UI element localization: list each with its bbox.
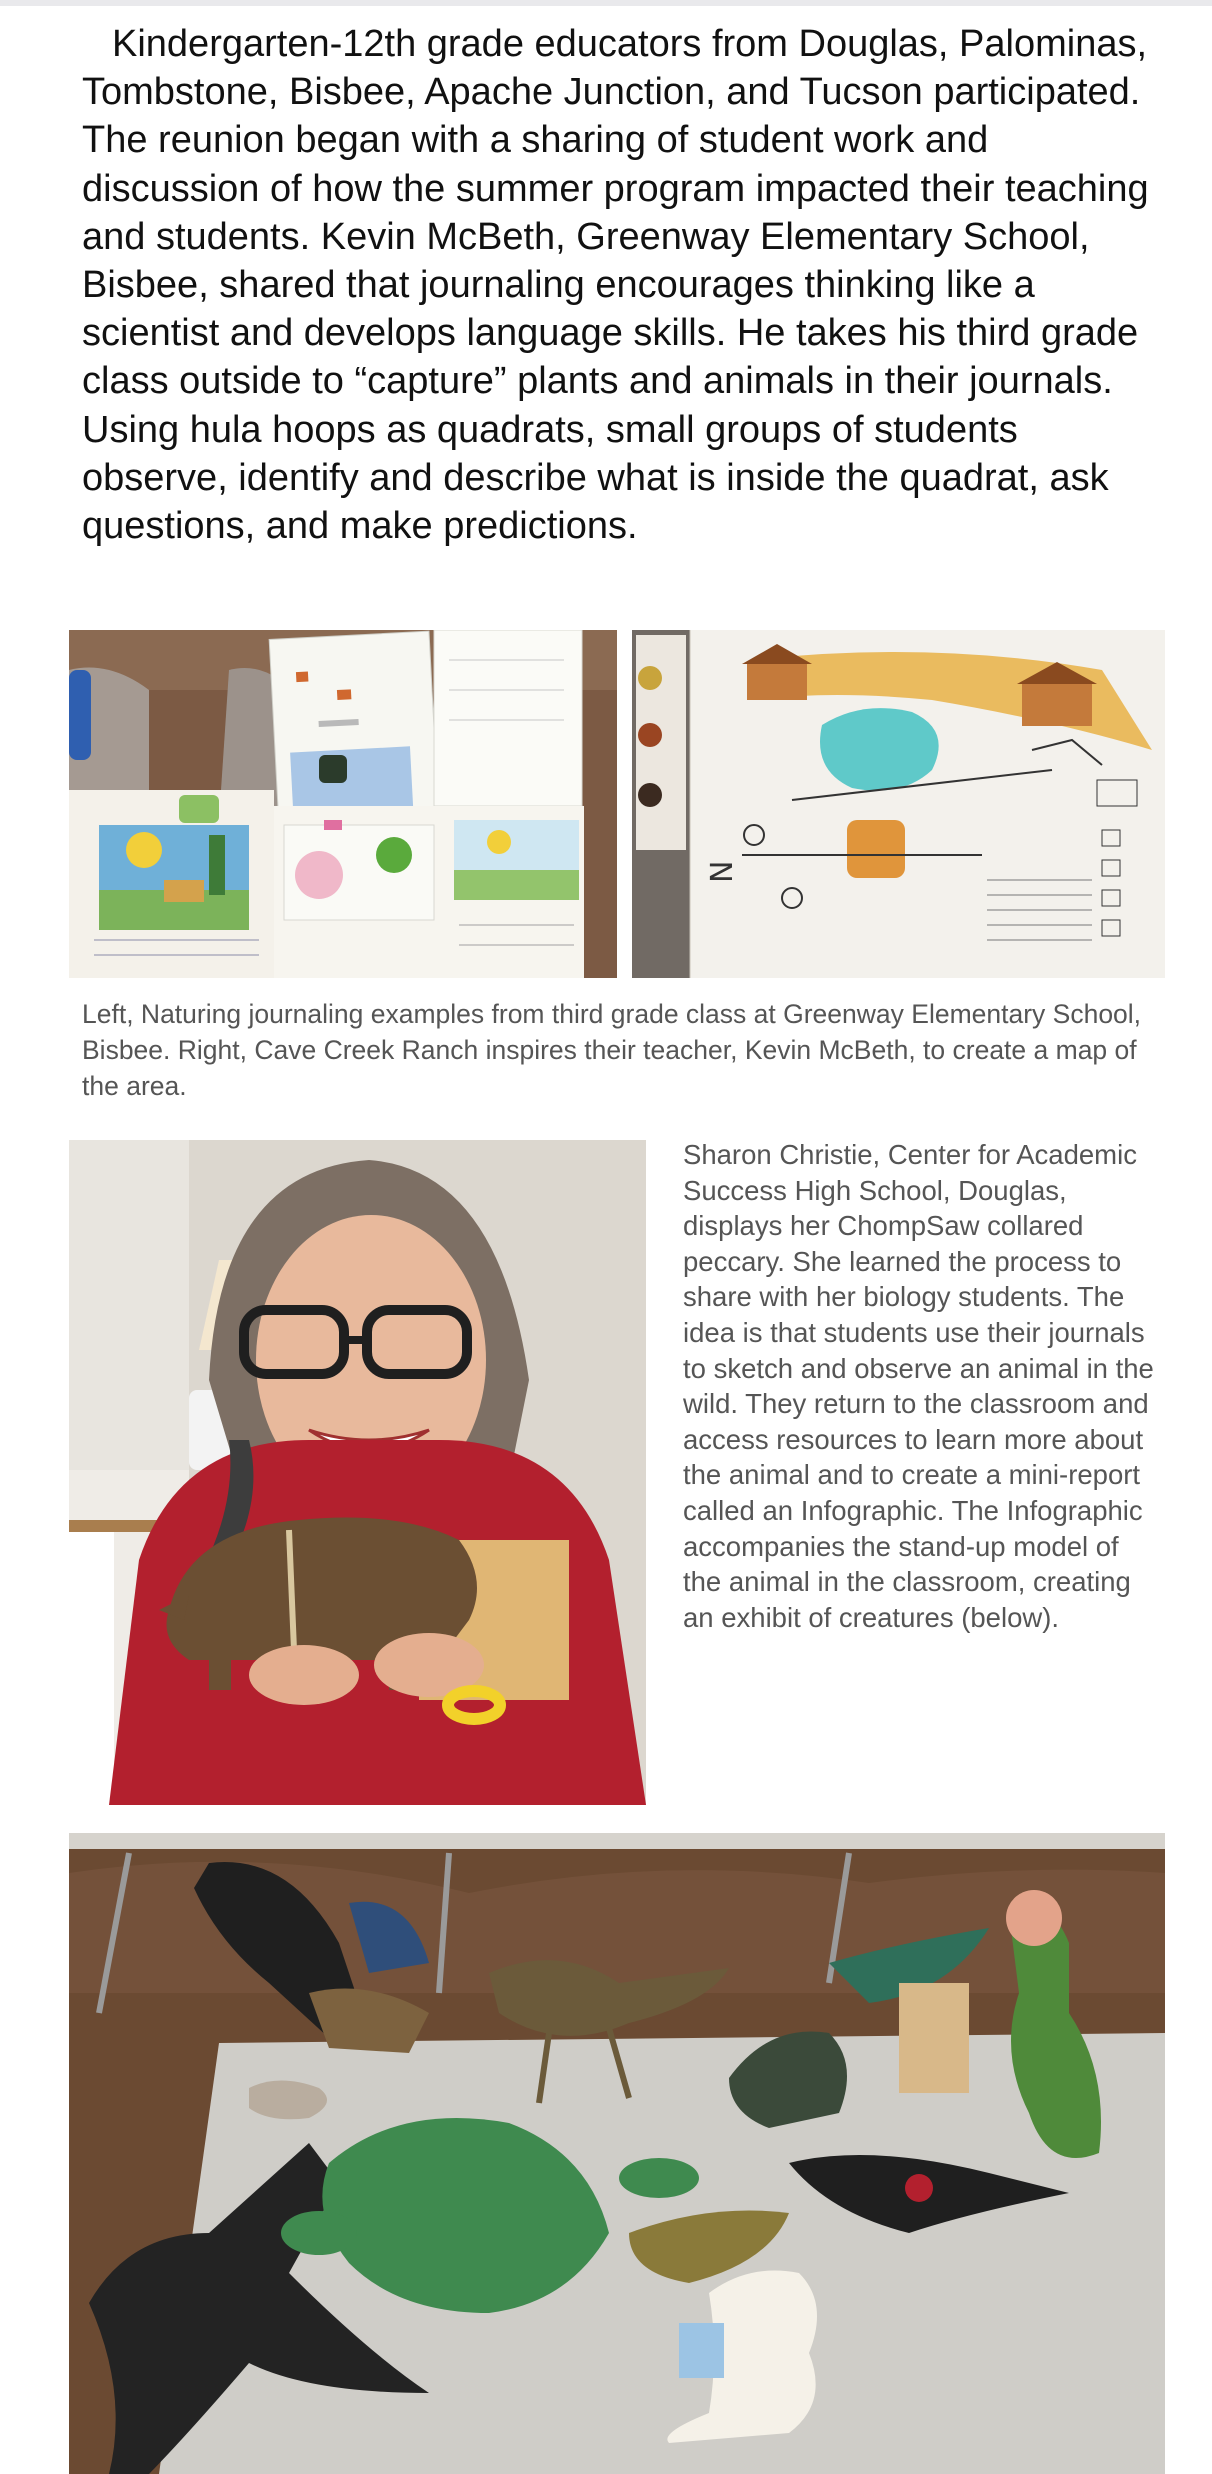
photo-caption: Left, Naturing journaling examples from third grade class at Greenway Elementary School, Bisbee. Right, Cave Creek Ranch inspires their teacher, Kevin McBeth, to create a map of the area. (82, 999, 1142, 1101)
top-bar (0, 0, 1212, 6)
journal-examples-photo (69, 630, 617, 978)
ranch-map-photo (632, 630, 1165, 978)
intro-paragraph: Kindergarten-12th grade educators from Douglas, Palominas, Tombstone, Bisbee, Apache Junction, and Tucson participated. The reunion began with a sharing of student work and discussion of how the summer program impacted their teaching and students. Kevin McBeth, Greenway Elementary School, Bisbee, shared that journaling encourages thinking like a scientist and develops language skills. He takes his third grade class outside to “capture” plants and animals in their journals. Using hula hoops as quadrats, small groups of students observe, identify and describe what is inside the quadrat, ask questions, and make predictions. (82, 23, 1149, 548)
sidebar-paragraph: Sharon Christie, Center for Academic Success High School, Douglas, displays her ChompSaw collared peccary. She learned the process to share with her biology students. The idea is that students use their journals to sketch and observe an animal in the wild. They return to the classroom and access resources to learn more about the animal and to create a mini-report called an Infographic. The Infographic accompanies the stand-up model of the animal in the classroom, creating an exhibit of creatures (below). (683, 1139, 1154, 1633)
teacher-peccary-photo (69, 1140, 646, 1805)
svg-text:N: N (705, 860, 740, 883)
creatures-exhibit-photo (69, 1833, 1165, 2474)
